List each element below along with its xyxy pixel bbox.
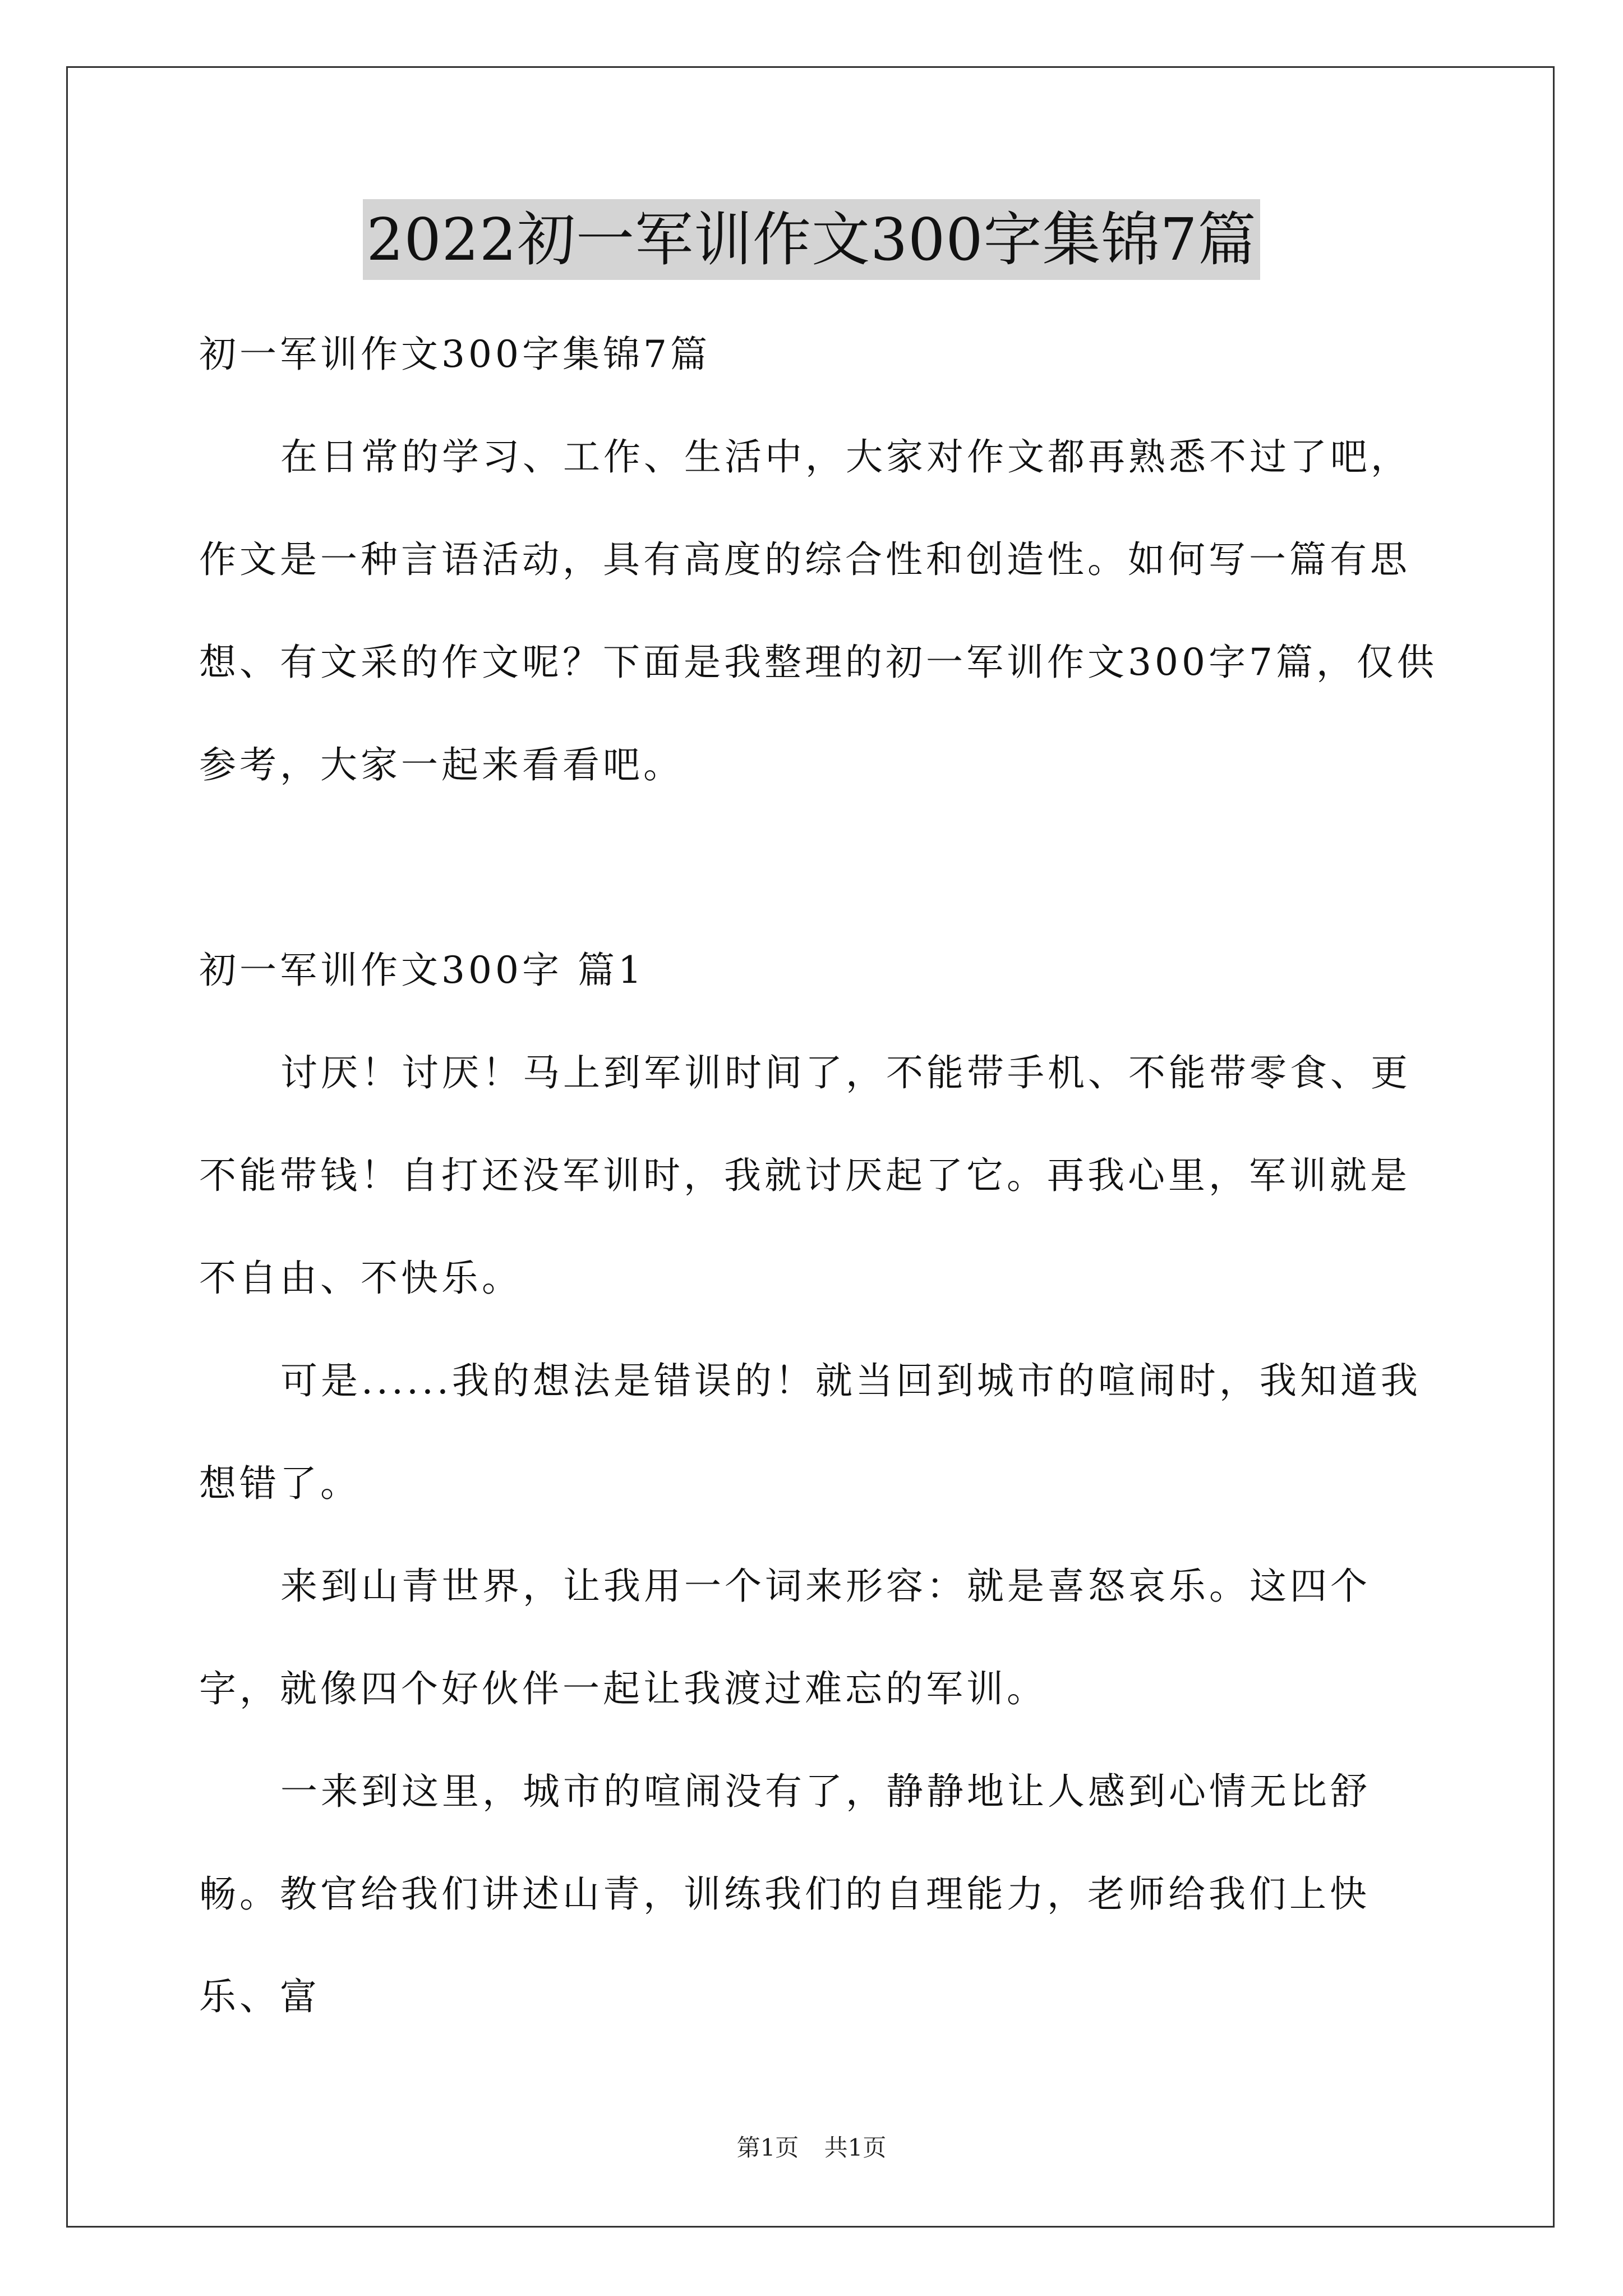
paragraph: 来到山青世界，让我用一个词来形容：就是喜怒哀乐。这四个字，就像四个好伙伴一起让我渡过难忘的军训。 [199,1565,1371,1710]
paragraph: 可是......我的想法是错误的！就当回到城市的喧闹时，我知道我想错了。 [199,1359,1421,1505]
document-body [199,303,1438,2048]
page-footer [0,2129,1623,2163]
paragraph: 在日常的学习、工作、生活中，大家对作文都再熟悉不过了吧，作文是一种言语活动，具有高度的综合性和创造性。如何写一篇有思想、有文采的作文呢？下面是我整理的初一军训作文300字7篇，仅供参考，大家一起来看看吧。 [199,435,1437,786]
page-number: 第1页 [736,2134,799,2161]
page-total: 共1页 [824,2134,887,2161]
document-title: 2022初一军训作文300字集锦7篇 [363,199,1260,280]
paragraph: 一来到这里，城市的喧闹没有了，静静地让人感到心情无比舒畅。教官给我们讲述山青，训练我们的自理能力，老师给我们上快乐、富 [199,1770,1371,2018]
paragraph: 初一军训作文300字集锦7篇 [199,333,711,376]
paragraph: 讨厌！讨厌！马上到军训时间了，不能带手机、不能带零食、更不能带钱！自打还没军训时，我就讨厌起了它。再我心里，军训就是不自由、不快乐。 [199,1051,1411,1300]
title-wrap [0,199,1623,280]
section-heading: 初一军训作文300字 篇1 [199,949,645,992]
